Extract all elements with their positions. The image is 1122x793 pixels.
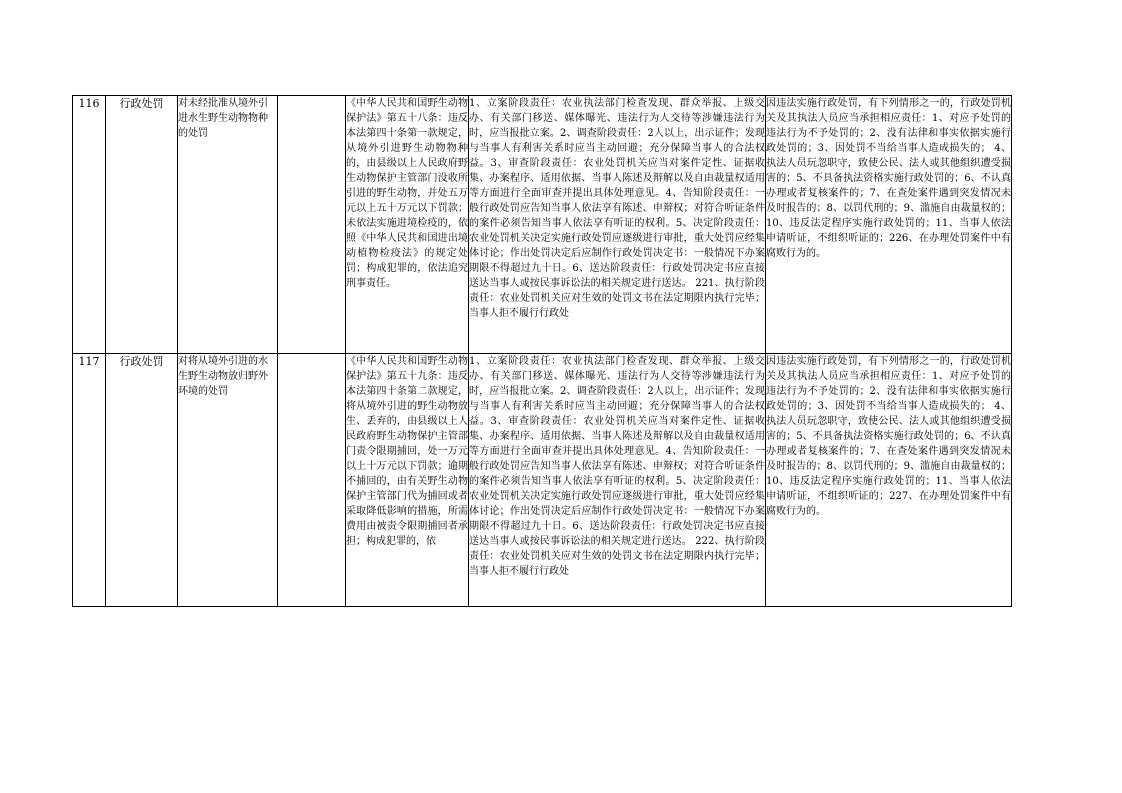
accountability-text: 因违法实施行政处罚，有下列情形之一的，行政处罚机关及其执法人员应当承担相应责任：1、对应予处罚的违法行为不予处罚的；2、没有法律和事实依据实施行政处罚的；3、因处罚不当给当事人造成损失的； 4、执法人员玩忽职守，致使公民、法人或其他组织遭受损害的；5、不具备执法资格实施行政处罚的；6、不认真办理或者复核案件的；7、在查处案件遇到突发情况未及时报告的；8、以罚代刑的；9、滥施自由裁量权的；10、违反法定程序实施行政处罚的；11、当事人依法申请听证，不组织听证的；227、在办理处罚案件中有腐败行为的。 — [766, 356, 1011, 517]
legal-basis-text: 《中华人民共和国野生动物保护法》第五十九条：违反本法第四十条第二款规定，将从境外引进的野生动物放生、丢弃的，由县级以上人民政府野生动物保护主管部门责令限期捕回，处一万元以上十万元以下罚款；逾期不捕回的，由有关野生动物保护主管部门代为捕回或者采取降低影响的措施，所需费用由被责令限期捕回者承担；构成犯罪的，依 — [346, 356, 468, 547]
table-row-116 — [73, 96, 1012, 354]
item-name-cell — [178, 354, 278, 607]
row-number: 117 — [78, 355, 100, 368]
power-type-cell — [106, 354, 178, 607]
row-number: 116 — [78, 97, 100, 110]
accountability-cell — [766, 354, 1012, 607]
item-name: 对将从境外引进的水生野生动物放归野外环境的处罚 — [178, 356, 268, 397]
duty-text: 1、立案阶段责任：农业执法部门检查发现、群众举报、上级交办、有关部门移送、媒体曝光、违法行为人交待等涉嫌违法行为时，应当报批立案。2、调查阶段责任：2人以上，出示证件；发现与当事人有利害关系时应当主动回避；充分保障当事人的合法权益。3、审查阶段责任：农业处罚机关应当对案件定性、证据收集、办案程序、适用依据、当事人陈述及辩解以及自由裁量权适用等方面进行全面审查并提出具体处理意见。4、告知阶段责任：一般行政处罚应告知当事人依法享有陈述、申辩权；对符合听证条件的案件必须告知当事人依法享有听证的权利。5、决定阶段责任：农业处罚机关决定实施行政处罚应逐级进行审批，重大处罚应经集体讨论；作出处罚决定后应制作行政处罚决定书：一般情况下办案期限不得超过九十日。6、送达阶段责任：行政处罚决定书应直接送达当事人或按民事诉讼法的相关规定进行送达。 222、执行阶段责任：农业处罚机关应对生效的处罚文书在法定期限内执行完毕；当事人拒不履行行政处 — [469, 356, 765, 577]
row-number-cell — [73, 96, 106, 354]
item-name-cell — [178, 96, 278, 354]
item-name: 对未经批准从境外引进水生野生动物物种的处罚 — [178, 98, 268, 139]
power-type: 行政处罚 — [119, 97, 164, 110]
empty-cell — [278, 96, 346, 354]
table-row-117 — [73, 354, 1012, 607]
row-number-cell — [73, 354, 106, 607]
duty-cell — [469, 354, 766, 607]
duty-text: 1、立案阶段责任：农业执法部门检查发现、群众举报、上级交办、有关部门移送、媒体曝光、违法行为人交待等涉嫌违法行为时，应当报批立案。2、调查阶段责任：2人以上，出示证件；发现与当事人有利害关系时应当主动回避；充分保障当事人的合法权益。3、审查阶段责任：农业处罚机关应当对案件定性、证据收集、办案程序、适用依据、当事人陈述及辩解以及自由裁量权适用等方面进行全面审查并提出具体处理意见。4、告知阶段责任：一般行政处罚应告知当事人依法享有陈述、申辩权；对符合听证条件的案件必须告知当事人依法享有听证的权利。5、决定阶段责任：农业处罚机关决定实施行政处罚应逐级进行审批，重大处罚应经集体讨论；作出处罚决定后应制作行政处罚决定书：一般情况下办案期限不得超过九十日。6、送达阶段责任：行政处罚决定书应直接送达当事人或按民事诉讼法的相关规定进行送达。 221、执行阶段责任：农业处罚机关应对生效的处罚文书在法定期限内执行完毕；当事人拒不履行行政处 — [469, 98, 765, 319]
accountability-cell — [766, 96, 1012, 354]
power-type: 行政处罚 — [119, 355, 164, 368]
legal-basis-cell — [346, 354, 469, 607]
duty-cell — [469, 96, 766, 354]
empty-cell — [278, 354, 346, 607]
accountability-text: 因违法实施行政处罚，有下列情形之一的，行政处罚机关及其执法人员应当承担相应责任：1、对应予处罚的违法行为不予处罚的；2、没有法律和事实依据实施行政处罚的；3、因处罚不当给当事人造成损失的； 4、执法人员玩忽职守，致使公民、法人或其他组织遭受损害的；5、不具备执法资格实施行政处罚的；6、不认真办理或者复核案件的；7、在查处案件遇到突发情况未及时报告的；8、以罚代刑的；9、滥施自由裁量权的；10、违反法定程序实施行政处罚的；11、当事人依法申请听证，不组织听证的；226、在办理处罚案件中有腐败行为的。 — [766, 98, 1011, 259]
power-type-cell — [106, 96, 178, 354]
legal-basis-cell — [346, 96, 469, 354]
power-list-table — [72, 95, 1012, 607]
legal-basis-text: 《中华人民共和国野生动物保护法》第五十八条：违反本法第四十条第一款规定，从境外引进野生动物物种的，由县级以上人民政府野生动物保护主管部门没收所引进的野生动物，并处五万元以上五十万元以下罚款；未依法实施进境检疫的，依照《中华人民共和国进出境动植物检疫法》的规定处罚；构成犯罪的，依法追究刑事责任。 — [346, 98, 468, 289]
